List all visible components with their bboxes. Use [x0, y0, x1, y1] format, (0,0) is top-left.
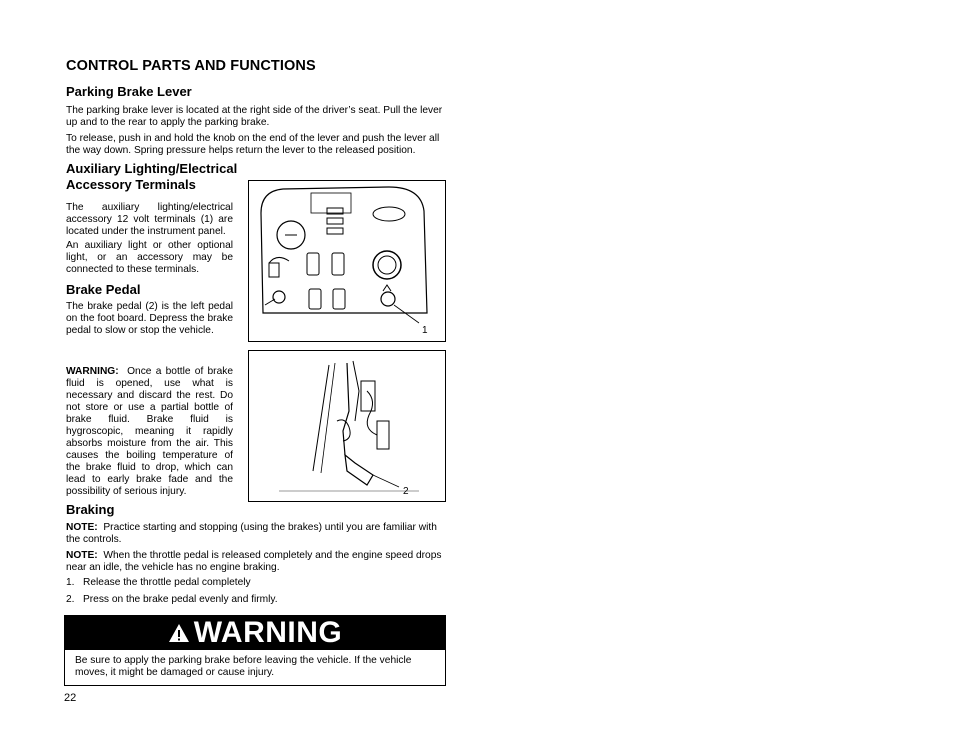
- page-number: 22: [64, 692, 77, 704]
- braking-note-1-text: Practice starting and stopping (using the brakes) until you are familiar with the controls.: [66, 522, 437, 545]
- warning-triangle-icon: [168, 623, 190, 643]
- parking-brake-paragraph-2: To release, push in and hold the knob on the end of the lever and push the lever all the way down. Spring pressure helps return the lever to the released position.: [66, 133, 440, 156]
- warning-text: Be sure to apply the parking brake before leaving the vehicle. If the vehicle moves, it might be damaged or cause injury.: [75, 655, 412, 678]
- brake-pedal-paragraph: The brake pedal (2) is the left pedal on the foot board. Depress the brake pedal to slow or stop the vehicle.: [66, 301, 233, 336]
- panel-callout-1: 1: [422, 325, 428, 336]
- braking-note-1: [66, 522, 448, 546]
- braking-note-2-text: When the throttle pedal is released completely and the engine speed drops near an idle, the vehicle has no engine braking.: [66, 550, 442, 573]
- instrument-panel-illustration: [249, 181, 445, 341]
- warning-box: [64, 615, 446, 686]
- brake-fluid-warning: [66, 366, 233, 498]
- brake-fluid-warning-text: Once a bottle of brake fluid is opened, use what is necessary and discard the rest. Do not store or use a partial bottle of brake fluid. Brake fluid is hygroscopic, meaning it rapidly absorbs moisture from the air. This causes the boiling temperature of the brake fluid to drop, which can lead to early brake fade and the possibility of serious injury.: [66, 366, 233, 497]
- aux-paragraph-2: An auxiliary light or other optional light, or an accessory may be connected to these terminals.: [66, 240, 233, 275]
- warning-header: [65, 616, 445, 650]
- braking-note-2: [66, 550, 448, 574]
- section-title: CONTROL PARTS AND FUNCTIONS: [66, 58, 316, 74]
- parking-brake-heading: Parking Brake Lever: [66, 84, 192, 99]
- instrument-panel-figure: [248, 180, 446, 342]
- braking-note-1-label: NOTE:: [66, 522, 98, 533]
- brake-fluid-warning-label: WARNING:: [66, 366, 119, 377]
- parking-brake-paragraph-1: The parking brake lever is located at the right side of the driver’s seat. Pull the lever up and to the rear to apply the parking brake.: [66, 105, 443, 128]
- brake-pedal-heading: Brake Pedal: [66, 282, 141, 297]
- aux-paragraph-1: The auxiliary lighting/electrical accessory 12 volt terminals (1) are located under the instrument panel.: [66, 202, 233, 237]
- aux-heading-line2: Accessory Terminals: [66, 177, 196, 192]
- brake-pedal-illustration: [249, 351, 445, 501]
- brake-pedal-figure: [248, 350, 446, 502]
- braking-note-2-label: NOTE:: [66, 550, 98, 561]
- pedal-callout-2: 2: [403, 486, 409, 497]
- braking-heading: Braking: [66, 502, 115, 517]
- warning-title: WARNING: [193, 616, 343, 649]
- braking-step-1: 1. Release the throttle pedal completely: [66, 577, 251, 588]
- braking-step-2: 2. Press on the brake pedal evenly and firmly.: [66, 594, 278, 605]
- aux-heading-line1: Auxiliary Lighting/Electrical: [66, 161, 238, 176]
